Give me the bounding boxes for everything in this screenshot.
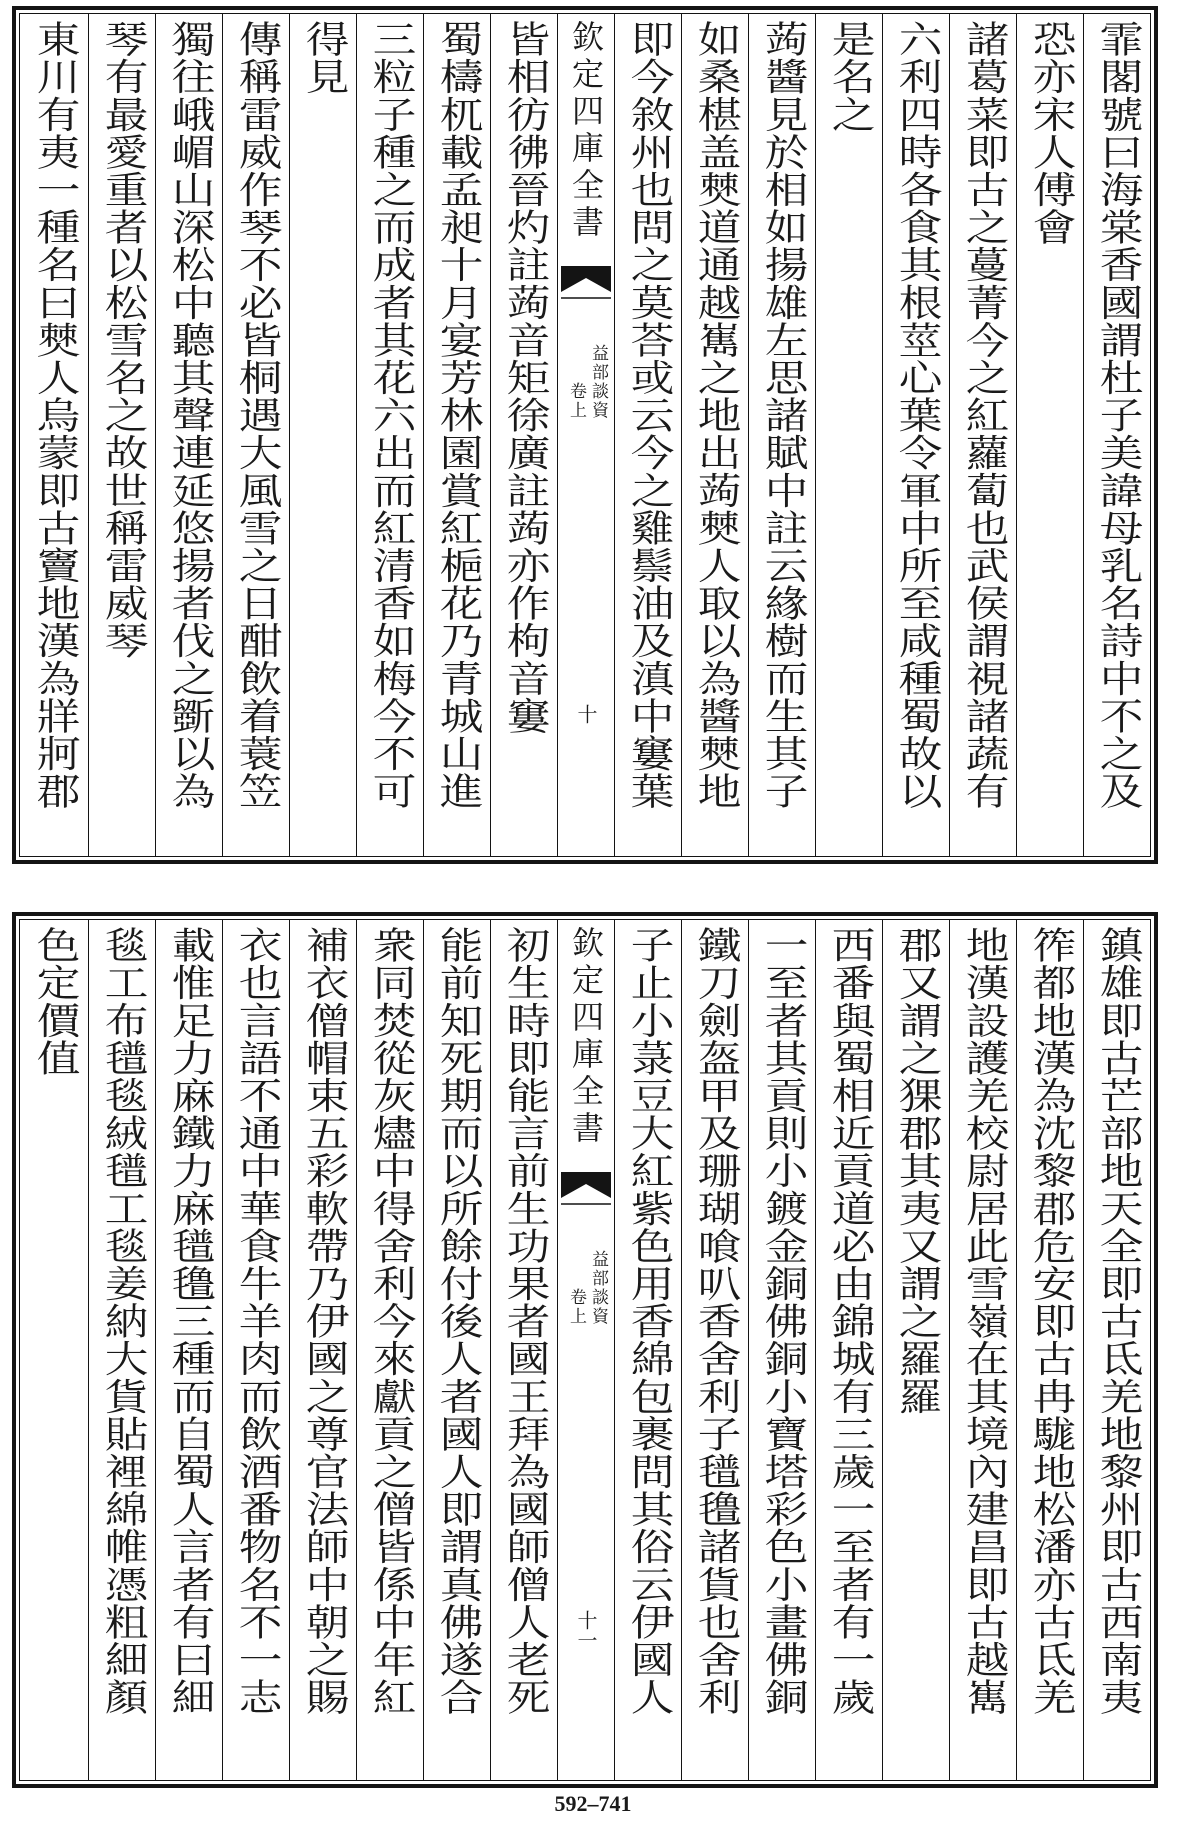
- collection-title: 欽定四庫全書: [567, 926, 605, 1148]
- column-text: 西番與蜀相近貢道必由錦城有三歲一至者有一歲: [824, 926, 875, 1716]
- text-column: [1083, 14, 1150, 856]
- column-text: 蒟醬見於相如揚雄左思諸賦中註云緣樹而生其子: [757, 20, 808, 810]
- text-column: [356, 14, 423, 856]
- column-text: 衣也言語不通中華食牛羊肉而飲酒番物名不一志: [231, 926, 282, 1716]
- text-column: [423, 14, 490, 856]
- column-text: 東川有夷一種名曰僰人烏蒙即古竇地漢為牂牁郡: [29, 20, 80, 810]
- text-column: [1016, 14, 1083, 856]
- text-column: [490, 14, 557, 856]
- leaf-number: 十一: [574, 1610, 598, 1650]
- fold-column: [557, 920, 614, 1780]
- column-text: 如桑椹盖僰道通越嶲之地出蒟僰人取以為醬僰地: [690, 20, 741, 810]
- volume-label: 卷上: [566, 1288, 586, 1326]
- column-text: 琴有最愛重者以松雪名之故世稱雷威琴: [97, 20, 148, 660]
- upper-leaf-frame: [19, 13, 1151, 857]
- column-text: 載惟足力麻鐵力麻氆氇三種而自蜀人言者有曰細: [164, 926, 215, 1716]
- column-text: 傳稱雷威作琴不必皆桐遇大風雪之日酣飲着蓑笠: [231, 20, 282, 810]
- column-text: 衆同焚從灰燼中得舍利今來獻貢之僧皆係中年紅: [365, 926, 416, 1716]
- page-number: 592–741: [554, 1791, 632, 1816]
- text-column: [423, 920, 490, 1780]
- column-text: 色定價值: [29, 926, 80, 1077]
- leaf-number: 十: [574, 704, 598, 724]
- column-text: 鐵刀劍盔甲及珊瑚喰叭香舍利子氆氇諸貨也舍利: [690, 926, 741, 1716]
- column-text: 諸葛菜即古之蔓菁今之紅蘿蔔也武侯謂視諸蔬有: [958, 20, 1009, 810]
- column-text: 六利四時各食其根莖心葉令軍中所至咸種蜀故以: [891, 20, 942, 810]
- fish-tail-mark-icon: [561, 1172, 611, 1206]
- upper-leaf: [12, 6, 1158, 864]
- column-text: 霏閣號曰海棠香國謂杜子美諱母乳名詩中不之及: [1092, 20, 1143, 810]
- column-text: 毯工布氆毯絨氆工毯姜納大貨貼裡綿帷憑粗細顏: [97, 926, 148, 1716]
- text-column: [490, 920, 557, 1780]
- column-text: 即今敘州也問之莫荅或云今之雞鬃油及滇中窶葉: [623, 20, 674, 810]
- text-column: [1083, 920, 1150, 1780]
- fold-column: [557, 14, 614, 856]
- column-text: 三粒子種之而成者其花六出而紅清香如梅今不可: [365, 20, 416, 810]
- column-text: 恐亦宋人傅會: [1025, 20, 1076, 246]
- column-text: 筰都地漢為沈黎郡危安即古冉駹地松潘亦古氐羌: [1025, 926, 1076, 1716]
- text-column: [614, 14, 681, 856]
- column-text: 能前知死期而以所餘付後人者國人即謂真佛遂合: [432, 926, 483, 1716]
- lower-leaf: [12, 912, 1158, 1788]
- text-column: [815, 14, 882, 856]
- book-name: 益部談資: [588, 344, 608, 420]
- text-column: [882, 920, 949, 1780]
- column-text: 鎮雄即古芒部地天全即古氐羌地黎州即古西南夷: [1092, 926, 1143, 1716]
- text-column: [356, 920, 423, 1780]
- column-text: 是名之: [824, 20, 875, 133]
- fish-tail-mark-icon: [561, 266, 611, 300]
- text-column: [88, 920, 155, 1780]
- text-column: [88, 14, 155, 856]
- column-text: 一至者其貢則小鍍金銅佛銅小寶塔彩色小畫佛銅: [757, 926, 808, 1716]
- text-column: [949, 14, 1016, 856]
- text-column: [1016, 920, 1083, 1780]
- collection-title: 欽定四庫全書: [567, 20, 605, 242]
- text-column: [748, 920, 815, 1780]
- column-text: 皆相彷彿晉灼註蒟音矩徐廣註蒟亦作枸音窶: [499, 20, 550, 735]
- volume-label: 卷上: [566, 382, 586, 420]
- column-text: 補衣僧帽束五彩軟帶乃伊國之尊官法師中朝之賜: [298, 926, 349, 1716]
- column-text: 郡又謂之猓郡其夷又謂之羅羅: [891, 926, 942, 1415]
- text-column: [614, 920, 681, 1780]
- text-column: [949, 920, 1016, 1780]
- text-column: [155, 14, 222, 856]
- column-text: 地漢設護羌校尉居此雪嶺在其境內建昌即古越嶲: [958, 926, 1009, 1716]
- column-text: 獨往峨嵋山深松中聽其聲連延悠揚者伐之斵以為: [164, 20, 215, 810]
- text-column: [882, 14, 949, 856]
- column-text: 蜀檮杌載孟昶十月宴芳林園賞紅梔花乃青城山進: [432, 20, 483, 810]
- text-column: [155, 920, 222, 1780]
- text-column: [222, 920, 289, 1780]
- lower-leaf-frame: [19, 919, 1151, 1781]
- text-column: [21, 14, 88, 856]
- book-name: 益部談資: [588, 1250, 608, 1326]
- text-column: [289, 920, 356, 1780]
- text-column: [222, 14, 289, 856]
- column-text: 得見: [298, 20, 349, 96]
- column-text: 初生時即能言前生功果者國王拜為國師僧人老死: [499, 926, 550, 1716]
- text-column: [289, 14, 356, 856]
- text-column: [815, 920, 882, 1780]
- column-text: 子止小菉豆大紅紫色用香綿包裹問其俗云伊國人: [623, 926, 674, 1716]
- text-column: [748, 14, 815, 856]
- text-column: [681, 920, 748, 1780]
- text-column: [681, 14, 748, 856]
- text-column: [21, 920, 88, 1780]
